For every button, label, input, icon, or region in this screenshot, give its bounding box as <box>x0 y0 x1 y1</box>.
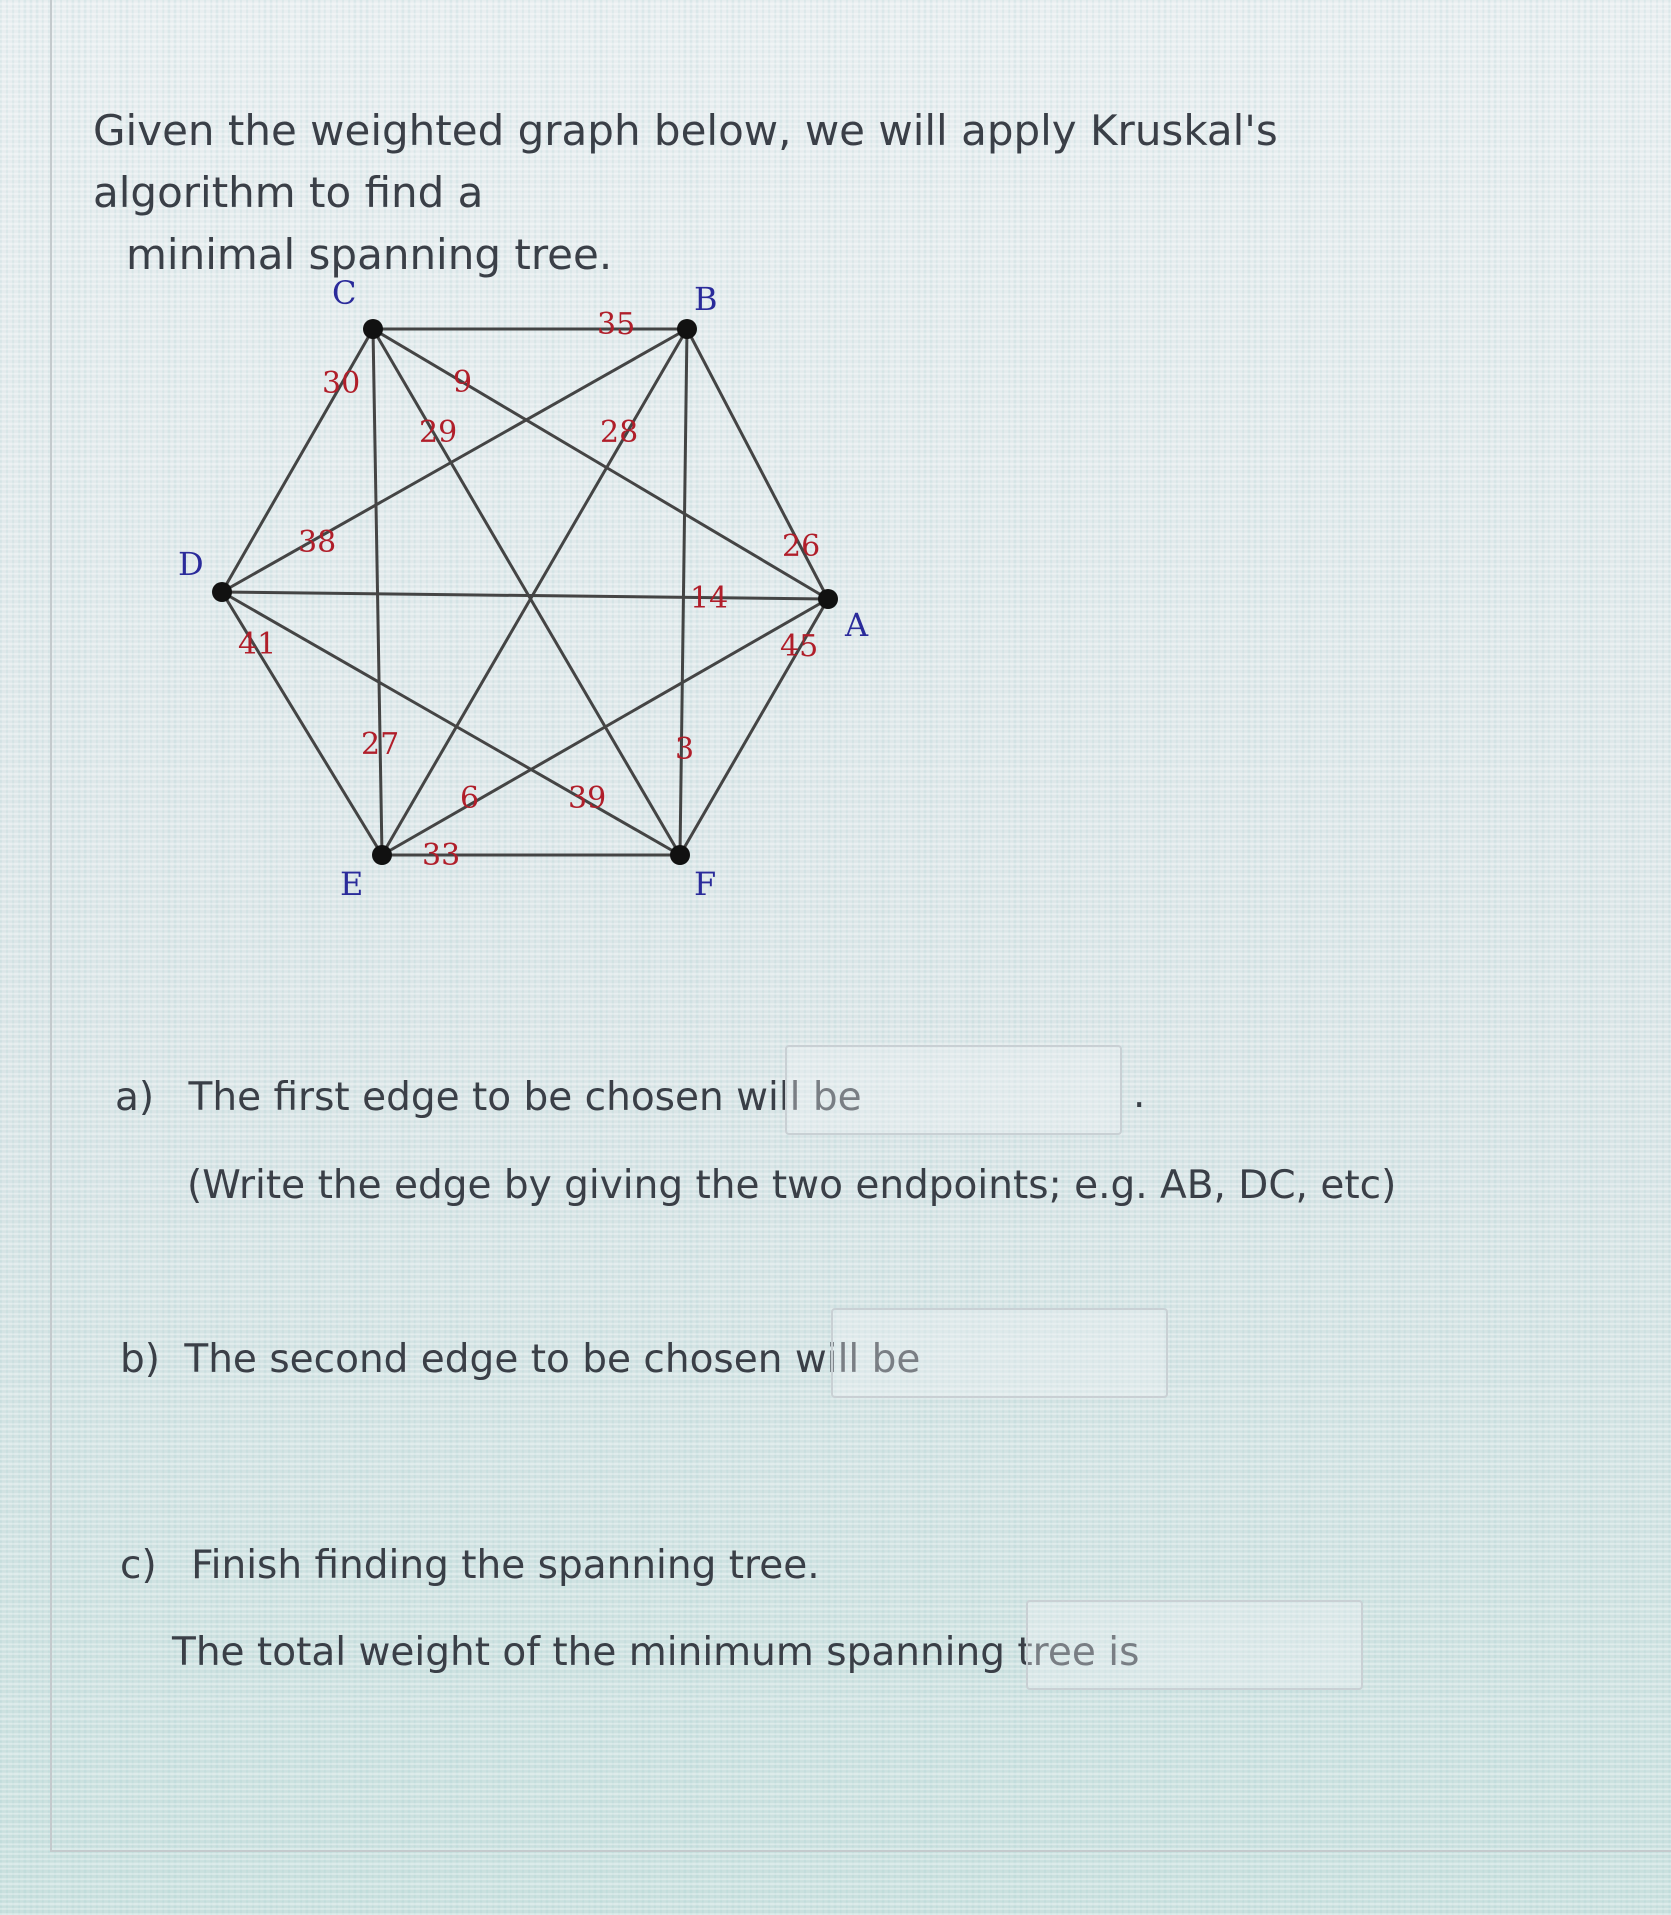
answer-b-input[interactable] <box>831 1308 1168 1398</box>
edge-AE <box>382 599 828 855</box>
vertex-A <box>818 589 838 609</box>
edge-CA <box>373 329 828 599</box>
question-c-marker: c) <box>120 1543 157 1588</box>
weight-CE: 27 <box>361 727 400 762</box>
weight-CD: 30 <box>322 366 361 401</box>
edge-CF <box>373 329 680 855</box>
weight-AF: 45 <box>780 629 819 664</box>
edge-DA <box>222 592 828 599</box>
question-c-text: Finish finding the spanning tree. <box>191 1543 820 1588</box>
question-b-marker: b) <box>120 1337 160 1382</box>
question-a-marker: a) <box>115 1075 155 1120</box>
question-a <box>115 1075 862 1120</box>
weight-BF: 3 <box>675 732 695 767</box>
weight-CF: 29 <box>419 415 458 450</box>
vertex-E <box>372 845 392 865</box>
vertex-label-C: C <box>332 274 357 312</box>
weight-CA: 9 <box>453 365 473 400</box>
problem-statement <box>93 100 1493 286</box>
question-a-text: The first edge to be chosen will be <box>188 1075 862 1120</box>
problem-line-2: minimal spanning tree. <box>126 230 613 279</box>
weight-BE: 28 <box>600 415 639 450</box>
weight-DA: 14 <box>690 581 729 616</box>
problem-line-1: Given the weighted graph below, we will apply Kruskal's algorithm to find a <box>93 106 1278 217</box>
vertex-label-E: E <box>340 865 364 903</box>
weight-DE: 41 <box>238 627 277 662</box>
weight-EF: 33 <box>422 838 461 873</box>
answer-a-input[interactable] <box>785 1045 1122 1135</box>
total-weight-input[interactable] <box>1026 1600 1363 1690</box>
vertex-label-A: A <box>845 606 869 644</box>
vertex-label-F: F <box>694 865 717 903</box>
question-c <box>120 1543 820 1588</box>
vertex-label-D: D <box>178 545 204 583</box>
vertex-D <box>212 582 232 602</box>
vertex-label-B: B <box>694 280 718 318</box>
edge-BE <box>382 329 687 855</box>
weighted-graph <box>170 270 910 920</box>
weight-BA: 26 <box>782 529 821 564</box>
edge-CE <box>373 329 382 855</box>
vertex-B <box>677 319 697 339</box>
vertex-C <box>363 319 383 339</box>
edge-BF <box>680 329 687 855</box>
weight-BD: 38 <box>298 525 337 560</box>
question-a-hint: (Write the edge by giving the two endpoints; e.g. AB, DC, etc) <box>187 1163 1397 1208</box>
question-b-text: The second edge to be chosen will be <box>184 1337 921 1382</box>
weight-DF: 39 <box>568 781 607 816</box>
weight-AE: 6 <box>460 781 480 816</box>
vertex-F <box>670 845 690 865</box>
question-a-period: . <box>1133 1072 1146 1117</box>
weight-CB: 35 <box>597 307 636 342</box>
total-weight-prompt: The total weight of the minimum spanning tree is <box>172 1630 1140 1675</box>
question-b <box>120 1337 920 1382</box>
